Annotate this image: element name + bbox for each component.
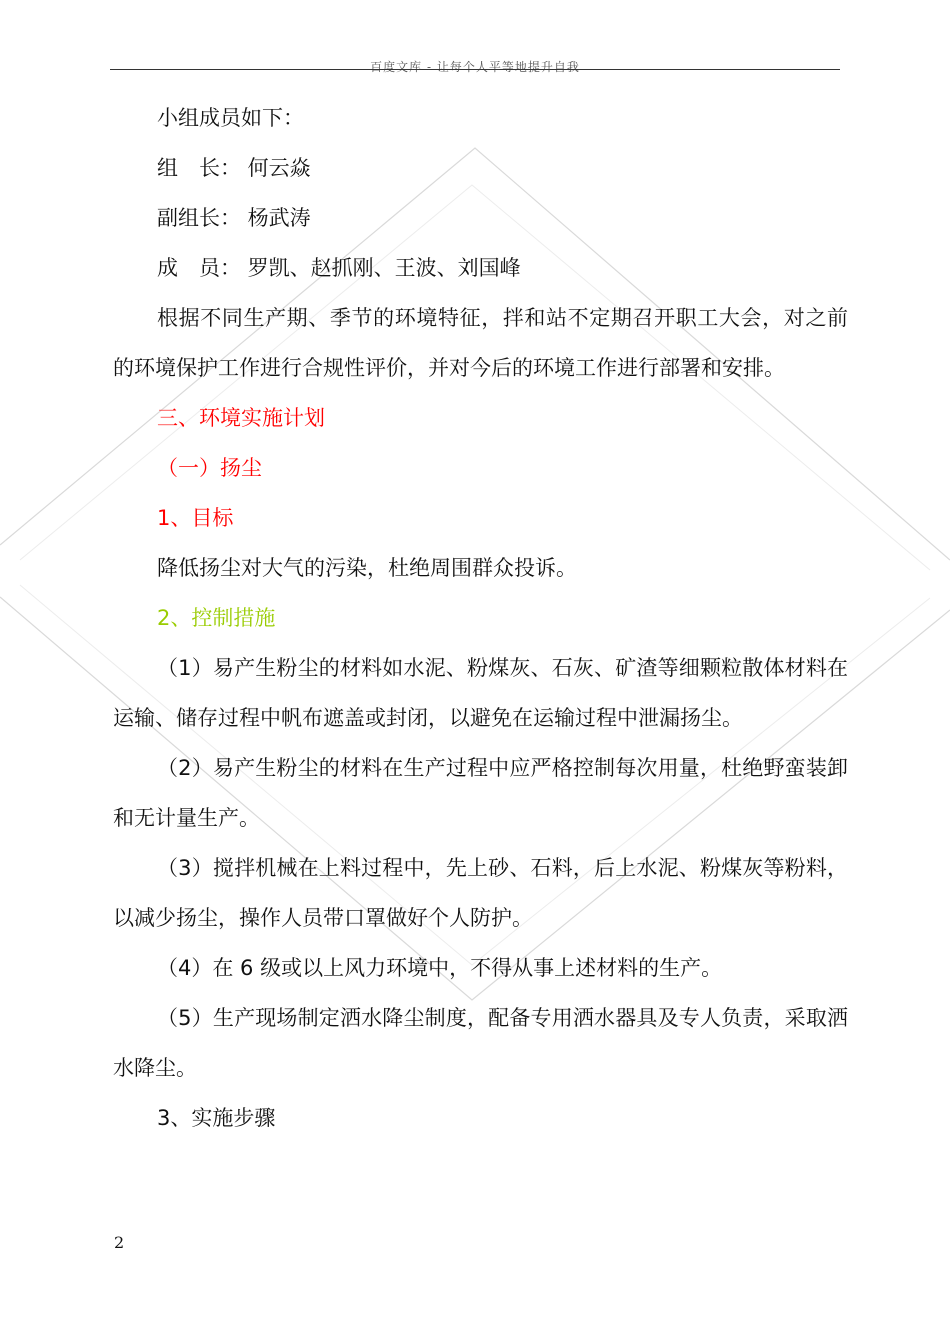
heading-dust: （一）扬尘 (157, 456, 262, 480)
header-divider (110, 69, 840, 70)
paragraph-leader: 组 长： 何云焱 (157, 156, 311, 180)
paragraph-measure-1: （1）易产生粉尘的材料如水泥、粉煤灰、石灰、矿渣等细颗粒散体材料在运输、储存过程中帆布遮盖或封闭，以避免在运输过程中泄漏扬尘。 (113, 656, 848, 730)
document-body (113, 93, 848, 1143)
paragraph-measure-3: （3）搅拌机械在上料过程中，先上砂、石料，后上水泥、粉煤灰等粉料，以减少扬尘，操作人员带口罩做好个人防护。 (113, 856, 848, 930)
paragraph-measure-4: （4）在 6 级或以上风力环境中，不得从事上述材料的生产。 (157, 956, 723, 980)
paragraph-meeting: 根据不同生产期、季节的环境特征，拌和站不定期召开职工大会，对之前的环境保护工作进行合规性评价，并对今后的环境工作进行部署和安排。 (113, 306, 848, 380)
paragraph-measure-2: （2）易产生粉尘的材料在生产过程中应严格控制每次用量，杜绝野蛮装卸和无计量生产。 (113, 756, 848, 830)
heading-implementation-steps: 3、实施步骤 (157, 1106, 276, 1130)
paragraph-deputy-leader: 副组长： 杨武涛 (157, 206, 311, 230)
heading-section-3: 三、环境实施计划 (157, 406, 325, 430)
heading-goal: 1、目标 (157, 506, 234, 530)
heading-control-measures: 2、控制措施 (157, 606, 276, 630)
page-header: 百度文库 - 让每个人平等地提升自我 (370, 60, 580, 74)
paragraph-members-intro: 小组成员如下： (157, 106, 304, 130)
page-number: 2 (114, 1233, 125, 1252)
paragraph-goal: 降低扬尘对大气的污染，杜绝周围群众投诉。 (157, 556, 577, 580)
paragraph-members: 成 员： 罗凯、赵抓刚、王波、刘国峰 (157, 256, 521, 280)
paragraph-measure-5: （5）生产现场制定洒水降尘制度，配备专用洒水器具及专人负责，采取洒水降尘。 (113, 1006, 848, 1080)
